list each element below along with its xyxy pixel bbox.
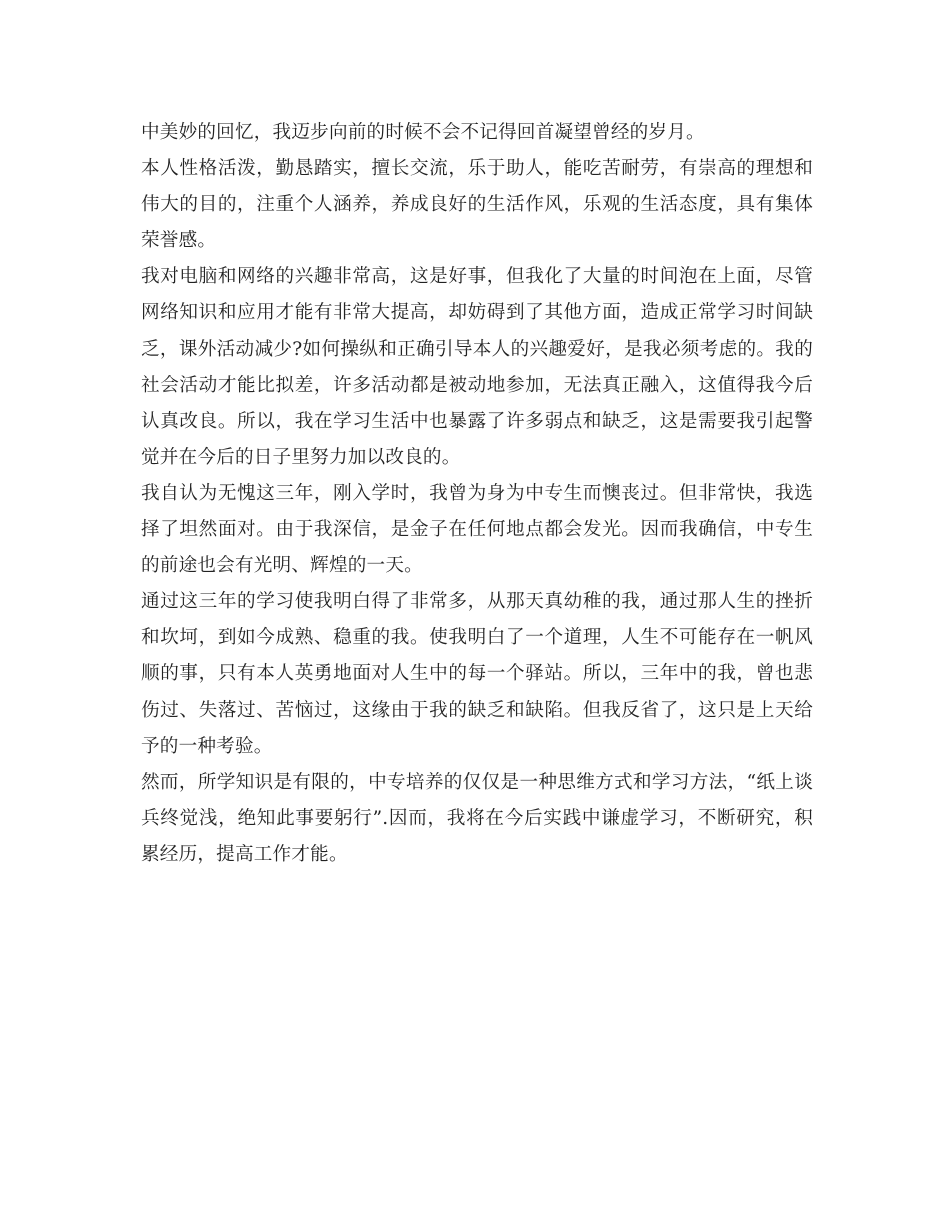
document-body [141,115,813,873]
paragraph-interests: 我对电脑和网络的兴趣非常高，这是好事，但我化了大量的时间泡在上面，尽管网络知识和应用才能有非常大提高，却妨碍到了其他方面，造成正常学习时间缺乏，课外活动减少?如何操纵和正确引导本人的兴趣爱好，是我必须考虑的。我的社会活动才能比拟差，许多活动都是被动地参加，无法真正融入，这值得我今后认真改良。所以，我在学习生活中也暴露了许多弱点和缺乏，这是需要我引起警觉并在今后的日子里努力加以改良的。 [141,266,813,468]
paragraph-memories: 中美妙的回忆，我迈步向前的时候不会不记得回首凝望曾经的岁月。 [141,122,705,143]
paragraph-three-years: 我自认为无愧这三年，刚入学时，我曾为身为中专生而懊丧过。但非常快，我选择了坦然面对。由于我深信，是金子在任何地点都会发光。因而我确信，中专生的前途也会有光明、辉煌的一天。 [141,482,813,577]
paragraph-personality: 本人性格活泼，勤恳踏实，擅长交流，乐于助人，能吃苦耐劳，有崇高的理想和伟大的目的，注重个人涵养，养成良好的生活作风，乐观的生活态度，具有集体荣誉感。 [141,158,813,252]
paragraph-conclusion: 然而，所学知识是有限的，中专培养的仅仅是一种思维方式和学习方法，“纸上谈兵终觉浅，绝知此事要躬行”.因而，我将在今后实践中谦虚学习，不断研究，积累经历，提高工作才能。 [141,771,813,865]
paragraph-growth: 通过这三年的学习使我明白得了非常多，从那天真幼稚的我，通过那人生的挫折和坎坷，到如今成熟、稳重的我。使我明白了一个道理，人生不可能存在一帆风顺的事，只有本人英勇地面对人生中的每一个驿站。所以，三年中的我，曾也悲伤过、失落过、苦恼过，这缘由于我的缺乏和缺陷。但我反省了，这只是上天给予的一种考验。 [141,591,813,757]
